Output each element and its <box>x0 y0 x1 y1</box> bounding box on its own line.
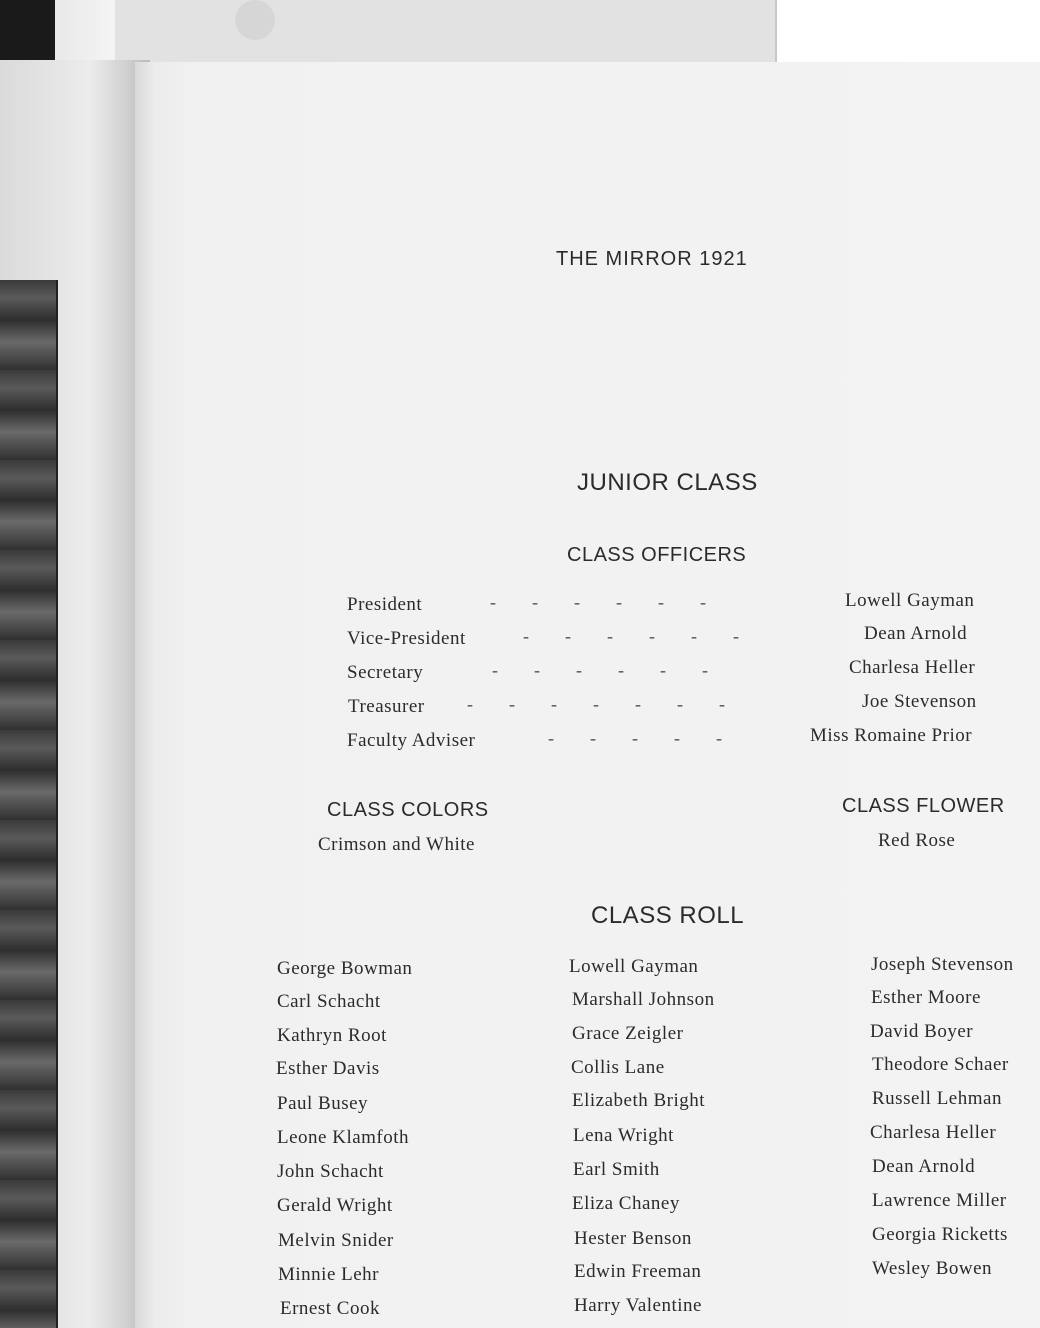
leader-dots: - - - - - - <box>492 660 708 680</box>
officer-name-treasurer: Joe Stevenson <box>862 691 977 712</box>
officer-name-president: Lowell Gayman <box>845 590 975 611</box>
roll-name: Harry Valentine <box>574 1295 702 1316</box>
previous-page-photo <box>0 280 58 1328</box>
roll-heading: CLASS ROLL <box>591 902 745 929</box>
roll-name: Dean Arnold <box>872 1156 976 1177</box>
roll-name: Lowell Gayman <box>569 956 699 977</box>
roll-name: Minnie Lehr <box>278 1264 380 1285</box>
roll-name: Ernest Cook <box>280 1298 380 1319</box>
officer-role-secretary: Secretary <box>347 662 424 683</box>
roll-name: Esther Davis <box>276 1058 380 1079</box>
roll-name: Lena Wright <box>573 1125 674 1146</box>
officer-role-treasurer: Treasurer <box>348 696 425 717</box>
roll-name: Leone Klamfoth <box>277 1127 410 1148</box>
officer-name-vice-president: Dean Arnold <box>864 623 968 644</box>
leader-dots: - - - - - - <box>523 626 739 646</box>
roll-name: Russell Lehman <box>872 1088 1002 1109</box>
officer-name-secretary: Charlesa Heller <box>849 657 976 678</box>
leader-dots: - - - - - <box>548 728 722 748</box>
roll-name: Hester Benson <box>574 1228 692 1249</box>
section-title: JUNIOR CLASS <box>577 469 758 496</box>
roll-name: George Bowman <box>277 958 413 979</box>
roll-name: John Schacht <box>277 1161 384 1182</box>
roll-name: Gerald Wright <box>277 1195 393 1216</box>
leader-dots: - - - - - - <box>490 592 706 612</box>
colors-heading: CLASS COLORS <box>327 799 489 821</box>
roll-name: Esther Moore <box>871 987 981 1008</box>
officers-heading: CLASS OFFICERS <box>567 544 747 566</box>
roll-name: Grace Zeigler <box>572 1023 684 1044</box>
roll-name: Joseph Stevenson <box>871 954 1014 975</box>
roll-name: Paul Busey <box>277 1093 369 1114</box>
flower-heading: CLASS FLOWER <box>842 795 1005 817</box>
roll-name: Kathryn Root <box>277 1025 387 1046</box>
roll-name: Edwin Freeman <box>574 1261 702 1282</box>
officer-role-president: President <box>347 594 423 615</box>
roll-name: Eliza Chaney <box>572 1193 680 1214</box>
roll-name: Georgia Ricketts <box>872 1224 1008 1245</box>
roll-name: Marshall Johnson <box>572 989 715 1010</box>
officer-role-vice-president: Vice-President <box>347 628 466 649</box>
scan-top-edge <box>0 0 1040 70</box>
leader-dots: - - - - - - - <box>467 694 725 714</box>
running-header: THE MIRROR 1921 <box>556 248 748 270</box>
torn-paper-scrap <box>115 0 777 64</box>
roll-name: Theodore Schaer <box>872 1054 1009 1075</box>
roll-name: Elizabeth Bright <box>572 1090 706 1111</box>
flower-value: Red Rose <box>878 830 956 851</box>
roll-name: David Boyer <box>870 1021 974 1042</box>
officer-role-faculty-adviser: Faculty Adviser <box>347 730 476 751</box>
roll-name: Collis Lane <box>571 1057 665 1078</box>
roll-name: Lawrence Miller <box>872 1190 1007 1211</box>
roll-name: Charlesa Heller <box>870 1122 997 1143</box>
colors-value: Crimson and White <box>318 834 475 855</box>
roll-name: Carl Schacht <box>277 991 381 1012</box>
roll-name: Melvin Snider <box>278 1230 394 1251</box>
roll-name: Wesley Bowen <box>872 1258 993 1279</box>
officer-name-faculty-adviser: Miss Romaine Prior <box>810 725 973 746</box>
roll-name: Earl Smith <box>573 1159 660 1180</box>
